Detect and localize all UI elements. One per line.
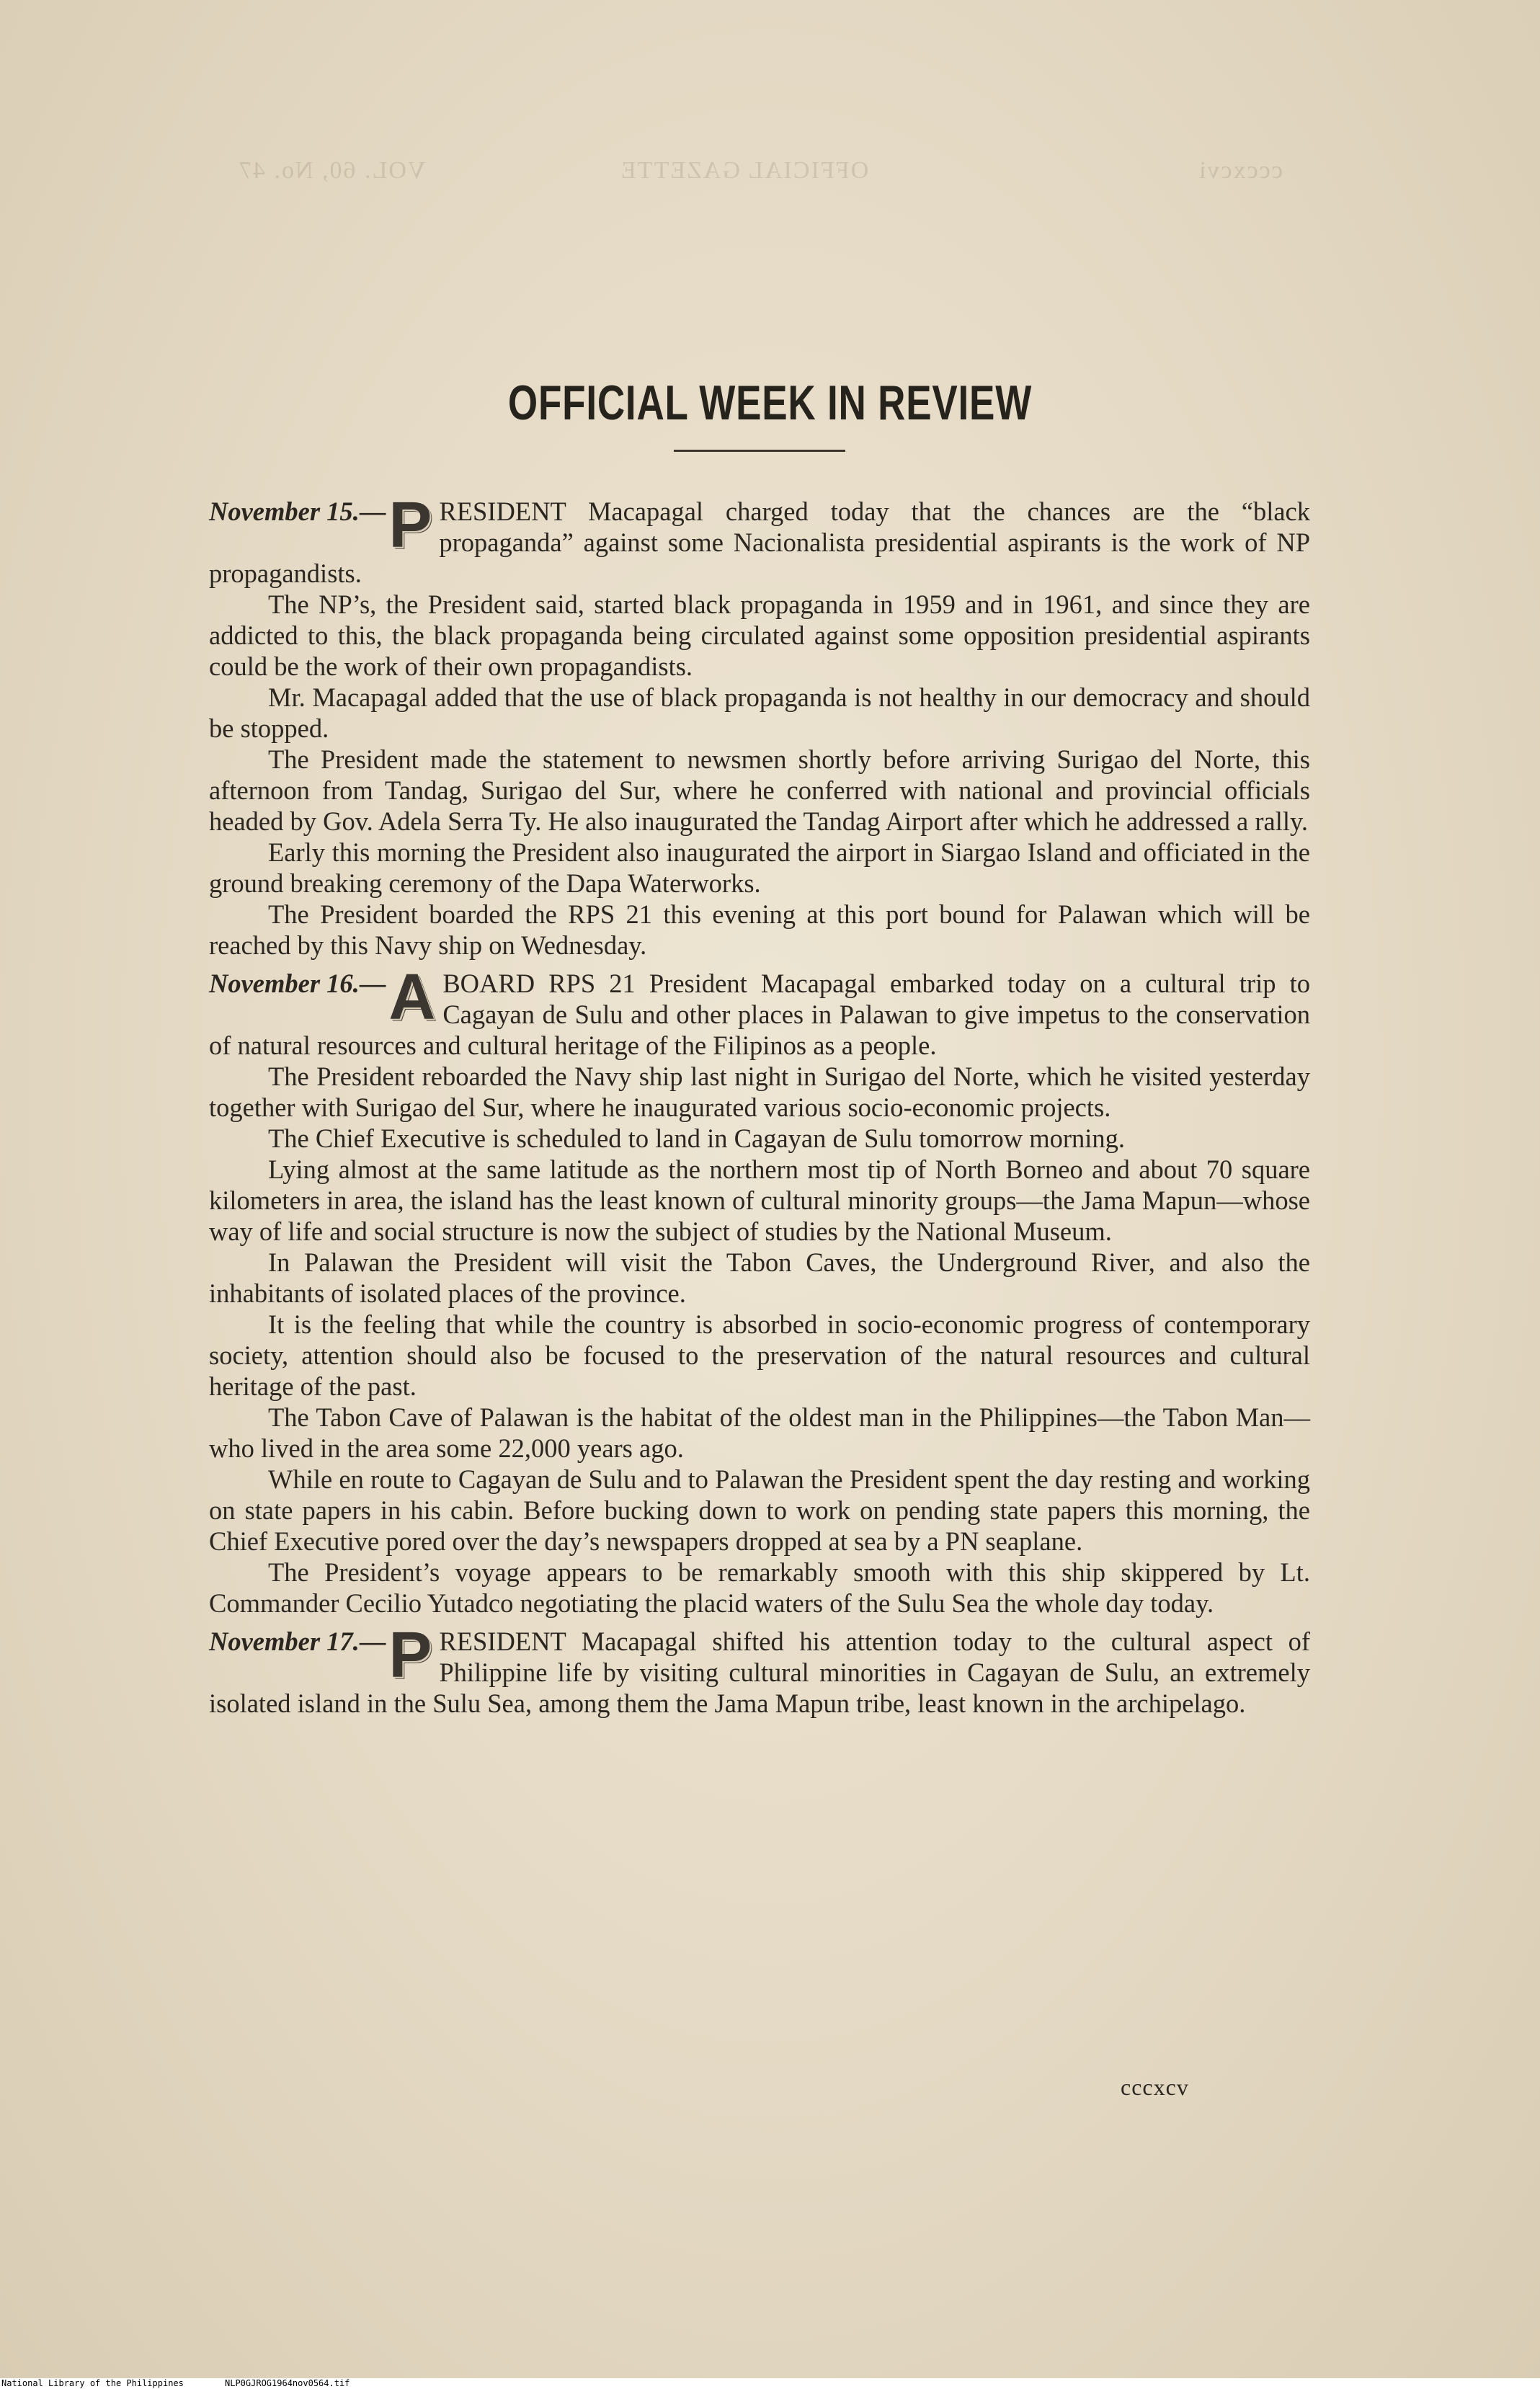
drop-cap: A — [388, 961, 436, 1033]
footer-filename: NLP0GJROG1964nov0564.tif — [225, 2378, 350, 2388]
paragraph: The President made the statement to newsmen shortly before arriving Surigao del Norte, this afternoon from Tandag, Surigao del Sur, where he conferred with national and provincial officials headed by Gov. Adela Serra Ty. He also inaugurated the Tandag Airport after which he addressed a rally. — [209, 744, 1310, 836]
paragraph: The President boarded the RPS 21 this evening at this port bound for Palawan which will be reached by this Navy ship on Wednesday. — [209, 899, 1310, 960]
bleed-through-left: cccxcvi — [1198, 157, 1283, 184]
paragraph: The Chief Executive is scheduled to land in Cagayan de Sulu tomorrow morning. — [268, 1124, 1126, 1153]
paragraph: It is the feeling that while the country is absorbed in socio-economic progress of contemporary society, attention should also be focused to the preservation of the natural resources and cultural heritage of the past. — [209, 1309, 1310, 1401]
paragraph: The President’s voyage appears to be remarkably smooth with this ship skippered by Lt. Commander Cecilio Yutadco negotiating the placid waters of the Sulu Sea the whole day today. — [209, 1557, 1310, 1618]
entry-lead-paragraph: November 16.— A BOARD RPS 21 President Macapagal embarked today on a cultural trip to Cagayan de Sulu and other places in Palawan to give impetus to the conservation of natural resources and cultural heritage of the Filipinos as a people. — [209, 961, 1310, 1060]
paragraph: The President reboarded the Navy ship last night in Surigao del Norte, which he visited yesterday together with Surigao del Sur, where he inaugurated various socio-economic projects. — [209, 1062, 1310, 1122]
entry-date: November 16.— — [209, 969, 386, 998]
paragraph: In Palawan the President will visit the Tabon Caves, the Underground River, and also the inhabitants of isolated places of the province. — [209, 1247, 1310, 1308]
entry-lead-paragraph: November 15.— P RESIDENT Macapagal charged today that the chances are the “black propaganda” against some Nacionalista presidential aspirants is the work of NP propagandists. — [209, 489, 1310, 588]
paragraph: Early this morning the President also inaugurated the airport in Siargao Island and officiated in the ground breaking ceremony of the Dapa Waterworks. — [209, 837, 1310, 898]
entry-november-16 — [209, 961, 1310, 1619]
entry-date: November 15.— — [209, 497, 386, 526]
paragraph: Lying almost at the same latitude as the northern most tip of North Borneo and about 70 square kilometers in area, the island has the least known of cultural minority groups—the Jama Mapun—whose way of life and social structure is now the subject of studies by the National Museum. — [209, 1155, 1310, 1246]
drop-cap: P — [388, 489, 432, 561]
entry-november-15 — [209, 489, 1310, 961]
title-rule — [674, 450, 845, 452]
footer-library: National Library of the Philippines — [1, 2378, 184, 2388]
paragraph: The NP’s, the President said, started black propaganda in 1959 and in 1961, and since they are addicted to this, the black propaganda being circulated against some opposition presidential aspirants could be the work of their own propagandists. — [209, 590, 1310, 681]
bleed-through-right: VOL. 60, No. 47 — [238, 157, 426, 184]
bleed-through-center: OFFICIAL GAZETTE — [620, 157, 869, 184]
article-body — [209, 489, 1310, 1726]
page-number: cccxcv — [1121, 2074, 1189, 2100]
entry-lead-paragraph: November 17.— P RESIDENT Macapagal shifted his attention today to the cultural aspect of Philippine life by visiting cultural minorities in Cagayan de Sulu, an extremely isolated island in the Sulu Sea, among them the Jama Mapun tribe, least known in the archipelago. — [209, 1619, 1310, 1718]
paragraph: While en route to Cagayan de Sulu and to Palawan the President spent the day resting and working on state papers in his cabin. Before bucking down to work on pending state papers this morning, the Chief Executive pored over the day’s newspapers dropped at sea by a PN seaplane. — [209, 1464, 1310, 1556]
drop-cap: P — [388, 1619, 432, 1691]
paragraph: Mr. Macapagal added that the use of black propaganda is not healthy in our democracy and should be stopped. — [209, 682, 1310, 743]
entry-date: November 17.— — [209, 1627, 386, 1656]
page-title: OFFICIAL WEEK IN REVIEW — [507, 375, 1033, 430]
scan-footer — [0, 2378, 1540, 2389]
paragraph: The Tabon Cave of Palawan is the habitat of the oldest man in the Philippines—the Tabon Man—who lived in the area some 22,000 years ago. — [209, 1402, 1310, 1463]
entry-november-17 — [209, 1619, 1310, 1719]
